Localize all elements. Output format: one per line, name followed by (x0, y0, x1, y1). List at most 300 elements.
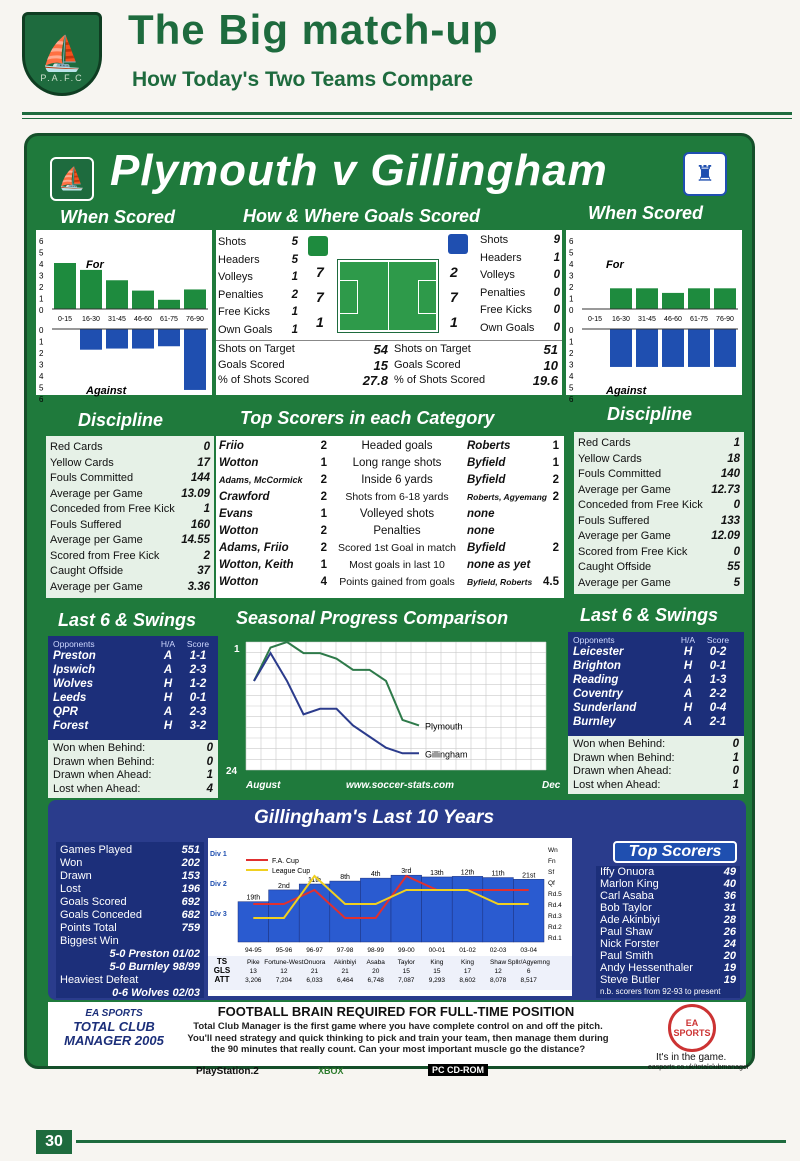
plymouth-count: 1 (320, 457, 327, 469)
scorer-table-cell: 7,204 (275, 977, 293, 984)
scorer-table-cell: Taylor (397, 959, 415, 966)
footer-rule (76, 1140, 786, 1143)
bar-label: 2nd (278, 882, 290, 890)
stat-value: 4 (206, 782, 213, 795)
page-subtitle: How Today's Two Teams Compare (132, 68, 474, 91)
bin-label: 76-90 (186, 316, 204, 323)
stat-value: 27.8 (362, 373, 388, 388)
opponent: QPR (53, 706, 78, 718)
for-bar (80, 270, 102, 309)
score: 2-3 (189, 664, 207, 676)
for-bar (636, 288, 658, 309)
y-tick-up: 5 (569, 248, 574, 258)
top-scorer-row (600, 902, 736, 914)
plymouth-shirt-icon (308, 236, 328, 256)
y-tick-up: 6 (569, 237, 574, 246)
pitch-value: 2 (450, 264, 458, 280)
plymouth-count: 2 (320, 525, 327, 537)
opponent: Leeds (53, 692, 87, 704)
scorer-table-cell: 15 (402, 968, 410, 975)
plymouth-swings (48, 740, 218, 798)
col-header: Score (706, 635, 730, 645)
pitch-plymouth-values (316, 260, 332, 335)
division-label: Div 2 (210, 881, 227, 888)
stat-value: 0 (553, 321, 560, 334)
top-scorers-category-table (216, 436, 564, 598)
stat-value: 202 (181, 857, 200, 869)
stat-value: 14.55 (181, 534, 210, 546)
stat-label: Own Goals (480, 321, 535, 334)
round-tick: Rd.3 (548, 913, 562, 920)
stat-value: 1 (553, 251, 560, 264)
bin-label: 61-75 (690, 316, 708, 323)
bin-label: 61-75 (160, 316, 178, 323)
y-tick-down: 2 (39, 349, 44, 358)
score: 2-2 (709, 688, 727, 700)
for-bar (132, 291, 154, 309)
plymouth-last6 (48, 636, 218, 740)
last6-row (573, 701, 739, 715)
stat-label: Free Kicks (480, 304, 532, 316)
for-bar (54, 263, 76, 309)
stat-row (50, 564, 210, 580)
stat-row (394, 358, 558, 374)
season-label: 01-02 (459, 947, 476, 954)
stat-row (480, 302, 560, 320)
plymouth-when-scored-chart (36, 230, 212, 404)
bar-label: 19th (246, 894, 261, 902)
category-name: Penalties (373, 525, 421, 537)
crest-text: P.A.F.C (40, 73, 84, 83)
plymouth-scorer: Adams, Friio (219, 542, 289, 554)
stat-label: Goals Scored (218, 358, 285, 371)
category-row (219, 557, 561, 574)
for-label: For (606, 259, 624, 271)
stat-label: Drawn when Ahead: (573, 765, 672, 777)
round-tick: Rd.2 (548, 924, 562, 931)
season-bar (238, 902, 269, 942)
top-scorer-row (600, 950, 736, 962)
last6-row (573, 715, 739, 729)
scorer-goals: 24 (723, 938, 736, 950)
stat-row (60, 896, 200, 909)
scorer-name: Iffy Onuora (600, 866, 655, 878)
gillingham-scorer: Roberts, Agyemang (467, 492, 547, 502)
scorer-goals: 28 (723, 914, 736, 926)
stat-row (218, 269, 298, 287)
top-scorer-row (600, 878, 736, 890)
home-away: A (683, 674, 693, 686)
stat-label: Fouls Committed (50, 472, 134, 484)
bin-label: 16-30 (82, 316, 100, 323)
top-scorers-heading: Top Scorers (628, 843, 722, 860)
ad-body: Total Club Manager is the first game where you have complete control on and off the pitch. You'll need strategy and quick thinking to pick and train your team, then manage them during the 90 minutes that really count. Can your most important muscle go the distance? (187, 1021, 609, 1055)
gillingham-scorer: none (467, 525, 495, 537)
stat-row (50, 471, 210, 487)
against-label: Against (606, 385, 647, 397)
col-header: Opponents (53, 639, 95, 649)
y-tick-up: 2 (569, 283, 574, 292)
stat-value: 551 (181, 844, 200, 856)
ad-headline: FOOTBALL BRAIN REQUIRED FOR FULL-TIME POSITION (217, 1004, 575, 1019)
gillingham-scorer: none as yet (467, 559, 531, 571)
stat-row (218, 287, 298, 305)
stat-row (578, 452, 740, 468)
gill10-top-scorers (596, 866, 740, 998)
stat-label: Red Cards (50, 441, 103, 453)
stat-row (53, 769, 213, 783)
top-scorers-category-heading: Top Scorers in each Category (240, 408, 495, 428)
scorer-table-cell: 6 (526, 968, 531, 975)
round-tick: Rd.5 (548, 891, 562, 898)
match-title: Plymouth v Gillingham (110, 146, 608, 195)
season-bar (299, 884, 330, 942)
stat-row (578, 576, 740, 592)
for-bar (662, 293, 684, 309)
stat-label: Shots on Target (394, 343, 471, 355)
bar-label: 11th (307, 877, 322, 885)
season-label: 97-98 (336, 947, 354, 954)
stat-row (218, 358, 388, 374)
season-bar (513, 879, 544, 942)
scorer-goals: 20 (723, 950, 736, 962)
stat-value: 13.09 (181, 487, 210, 500)
scorer-table-cell: 6,464 (336, 977, 354, 984)
pitch-diagram (338, 260, 438, 332)
stat-row (60, 909, 200, 922)
against-bar (132, 329, 154, 349)
stat-value: 1 (291, 271, 298, 283)
last6-heading-left: Last 6 & Swings (58, 610, 197, 630)
stat-label: Lost (60, 883, 81, 895)
biggest-win-label: Biggest Win (60, 935, 119, 947)
score: 1-3 (709, 674, 727, 686)
season-label: 03-04 (520, 947, 538, 954)
y-tick-up: 4 (39, 260, 44, 269)
ad-url: easports.co.uk/totalclubmanager (648, 1064, 750, 1071)
plymouth-scorer: Wotton, Keith (219, 559, 294, 571)
stat-row (480, 320, 560, 338)
header-rule (22, 112, 792, 115)
stat-label: Volleys (218, 271, 253, 283)
series-label: Plymouth (425, 721, 463, 732)
stat-row (60, 870, 200, 883)
discipline-heading-left: Discipline (78, 410, 164, 430)
scorer-table-cell: 20 (372, 968, 380, 975)
stat-row (53, 742, 213, 756)
against-bar (662, 329, 684, 367)
y-tick-down: 6 (39, 395, 44, 404)
stat-label: Drawn when Behind: (53, 755, 155, 768)
bar-label: 11th (491, 870, 505, 878)
page-title: The Big match-up (128, 6, 499, 53)
stat-label: Own Goals (218, 323, 273, 336)
against-bar (106, 329, 128, 349)
stat-label: Yellow Cards (50, 456, 114, 469)
y-tick-down: 3 (39, 360, 44, 370)
ea-sports-badge: EA SPORTS (668, 1004, 716, 1052)
gillingham-discipline (574, 432, 744, 594)
scorer-table-cell: 8,078 (489, 977, 507, 984)
stat-value: 12.73 (711, 483, 740, 496)
ea-sports-label: EA SPORTS (85, 1008, 143, 1019)
col-header: H/A (160, 639, 176, 649)
playstation-label: PlayStation.2 (196, 1066, 259, 1077)
round-tick: Rd.1 (548, 935, 562, 942)
home-away: A (683, 688, 693, 700)
stat-row (50, 533, 210, 549)
scorer-name: Steve Butler (600, 974, 660, 986)
against-label: Against (86, 385, 127, 397)
for-bar (610, 288, 632, 309)
scorer-table-cell: 15 (433, 968, 441, 975)
opponent: Wolves (53, 678, 94, 690)
category-row (219, 523, 561, 540)
stat-label: Average per Game (50, 534, 143, 546)
stat-value: 12.09 (711, 530, 740, 542)
season-label: 94-95 (244, 947, 262, 954)
stat-label: Average per Game (578, 576, 671, 589)
for-bar (688, 288, 710, 309)
y-tick-down: 0 (39, 326, 44, 335)
pitch-value: 1 (316, 314, 324, 330)
bar-label: 3rd (401, 868, 412, 876)
scorer-table-cell: Spllr/Agyemng (507, 959, 550, 966)
gillingham-count (541, 523, 559, 540)
stat-label: Shots (480, 234, 509, 246)
stat-label: Shots on Target (218, 343, 295, 355)
stat-row (50, 456, 210, 472)
scorer-name: Andy Hessenthaler (600, 962, 693, 974)
stat-value: 5 (733, 576, 740, 589)
stat-label: Caught Offside (578, 561, 652, 573)
stat-value: 0 (553, 286, 560, 299)
plymouth-count: 2 (320, 491, 327, 503)
score: 0-4 (709, 702, 727, 714)
round-tick: Fn (548, 858, 556, 865)
gillingham-when-scored-svg (566, 230, 742, 404)
stat-row (578, 436, 740, 452)
biggest-win: 5-0 Burnley 98/99 (109, 961, 200, 973)
plymouth-count: 1 (320, 559, 327, 571)
plymouth-when-scored-svg (36, 230, 212, 404)
ad-tagline: It's in the game. (656, 1052, 727, 1063)
stat-label: Fouls Suffered (50, 518, 122, 531)
y-tick-up: 1 (39, 294, 44, 304)
gillingham-swings (568, 736, 744, 794)
round-tick: Qf (548, 880, 555, 887)
scorer-table-cell: GLS (213, 966, 231, 975)
stat-label: Penalties (218, 288, 264, 301)
last6-row (53, 719, 213, 733)
scorer-name: Nick Forster (600, 938, 660, 950)
round-tick: Rd.4 (548, 902, 562, 909)
against-bar (714, 329, 736, 367)
header-rule-thin (22, 118, 792, 119)
stat-value: 692 (181, 896, 200, 908)
scorer-table-cell: 12 (494, 968, 502, 975)
y-tick-down: 4 (569, 372, 574, 381)
stat-row (578, 529, 740, 545)
for-bar (106, 280, 128, 309)
plymouth-count: 2 (320, 440, 327, 452)
ship-icon: ⛵ (40, 35, 84, 73)
seasonal-chart (222, 636, 564, 796)
last6-row (53, 663, 213, 677)
bar-label: 12th (460, 869, 475, 877)
pc-label: PC CD-ROM (428, 1064, 488, 1076)
plymouth-scorer: Wotton (219, 525, 259, 537)
y-tick-down: 0 (569, 326, 574, 335)
season-bar (452, 876, 483, 942)
stat-label: Won when Behind: (53, 742, 146, 754)
season-label: 02-03 (489, 947, 507, 954)
score: 0-1 (709, 660, 727, 672)
stat-row (573, 765, 739, 779)
scorer-goals: 19 (723, 974, 736, 986)
stat-value: 0 (203, 441, 210, 453)
stat-row (578, 545, 740, 561)
stat-label: Free Kicks (218, 306, 270, 318)
stat-row (480, 285, 560, 303)
season-label: 95-96 (275, 947, 293, 954)
gillingham-scorer: none (467, 508, 495, 520)
stat-row (50, 502, 210, 518)
scorer-table-cell: 17 (463, 968, 472, 975)
stat-label: Fouls Suffered (578, 514, 650, 527)
stat-label: Won (60, 857, 83, 869)
stat-row (573, 752, 739, 766)
season-bar (391, 875, 422, 942)
stat-value: 2 (291, 288, 298, 301)
last6-header (573, 635, 739, 645)
stat-row (573, 779, 739, 793)
pitch-value: 1 (450, 314, 458, 330)
round-tick: Sf (548, 869, 555, 876)
score: 3-2 (189, 720, 207, 732)
category-name: Inside 6 yards (361, 474, 433, 486)
scorer-name: Marlon King (600, 878, 659, 890)
gillingham-scorer: Roberts (467, 440, 511, 452)
division-label: Div 1 (210, 851, 227, 858)
last6-row (53, 705, 213, 719)
stat-row (50, 487, 210, 503)
stat-label: Fouls Committed (578, 468, 662, 480)
bin-label: 31-45 (108, 316, 126, 323)
stat-row (60, 883, 200, 896)
gillingham-count: 4.5 (543, 576, 559, 588)
score: 0-1 (189, 692, 207, 704)
scorer-table-cell: Shaw (489, 959, 507, 966)
gillingham-count (541, 506, 559, 523)
scorer-table-cell: 6,748 (367, 977, 384, 984)
gillingham-when-scored-chart (566, 230, 742, 404)
scorer-table-cell: TS (216, 957, 228, 966)
score: 0-2 (709, 646, 727, 658)
stat-label: Penalties (480, 286, 526, 299)
stat-label: Volleys (480, 269, 515, 281)
bar-label: 13th (430, 869, 444, 877)
scorer-table-cell: Akinbiyi (333, 959, 357, 966)
biggest-win: 5-0 Preston 01/02 (109, 948, 200, 960)
y-tick-down: 3 (569, 360, 574, 370)
top-scorer-row (600, 938, 736, 950)
plymouth-scorer: Friio (219, 440, 244, 452)
stat-row (50, 580, 210, 596)
stat-row (60, 844, 200, 857)
stat-value: 0 (206, 755, 213, 768)
plymouth-count: 2 (320, 542, 327, 554)
heaviest-defeat-label: Heaviest Defeat (60, 974, 139, 986)
category-row (219, 438, 561, 455)
stat-row (218, 304, 298, 322)
seasonal-chart-svg (222, 636, 564, 796)
y-tick-up: 3 (569, 271, 574, 281)
plymouth-scorer: Wotton (219, 457, 259, 469)
legend-label: F.A. Cup (272, 858, 299, 865)
stat-value: 3.36 (187, 580, 210, 593)
y-tick-up: 2 (39, 283, 44, 292)
home-away: A (683, 716, 693, 728)
bar-label: 21st (522, 872, 536, 880)
stat-value: 1 (203, 503, 210, 515)
when-scored-heading-left: When Scored (60, 207, 176, 227)
stat-value: 5 (291, 253, 298, 266)
legend-label: League Cup (272, 868, 311, 875)
scorer-name: Bob Taylor (600, 902, 652, 914)
scorer-goals: 26 (723, 926, 736, 938)
bin-label: 46-60 (664, 316, 682, 323)
stat-value: 54 (373, 342, 388, 357)
last6-row (53, 649, 213, 663)
score: 2-3 (189, 706, 207, 718)
for-bar (184, 289, 206, 309)
bin-label: 46-60 (134, 316, 152, 323)
stat-row (578, 467, 740, 483)
club-crest (22, 12, 102, 96)
scorer-table-cell: 3,206 (245, 977, 262, 984)
y-tick-down: 5 (569, 383, 574, 393)
gillingham-scorer: Byfield (467, 474, 506, 486)
plymouth-count: 4 (320, 576, 327, 588)
stat-row (218, 373, 388, 389)
home-away: A (163, 650, 173, 662)
stat-value: 2 (203, 549, 210, 562)
scorer-goals: 40 (723, 878, 736, 890)
opponent: Leicester (573, 646, 624, 658)
top-scorer-row (600, 914, 736, 926)
gill10-stats (56, 842, 204, 998)
stat-row (480, 232, 560, 250)
stat-row (218, 322, 298, 340)
stat-row (578, 560, 740, 576)
plymouth-goal-types (218, 234, 298, 339)
bin-label: 31-45 (638, 316, 656, 323)
home-away: H (683, 660, 693, 672)
season-bar (360, 878, 391, 942)
scorer-table-cell: ATT (214, 975, 230, 984)
scorer-table-cell: 21 (341, 968, 349, 975)
plymouth-count: 1 (320, 508, 327, 520)
stat-label: Caught Offside (50, 565, 124, 577)
scorer-goals: 36 (723, 890, 736, 902)
stat-value: 1 (732, 751, 739, 764)
plymouth-crest-icon: ⛵ (50, 157, 94, 201)
last6-header (53, 639, 213, 649)
stat-label: Lost when Ahead: (573, 778, 661, 791)
stat-label: Average per Game (50, 580, 143, 593)
season-bar (269, 890, 300, 942)
